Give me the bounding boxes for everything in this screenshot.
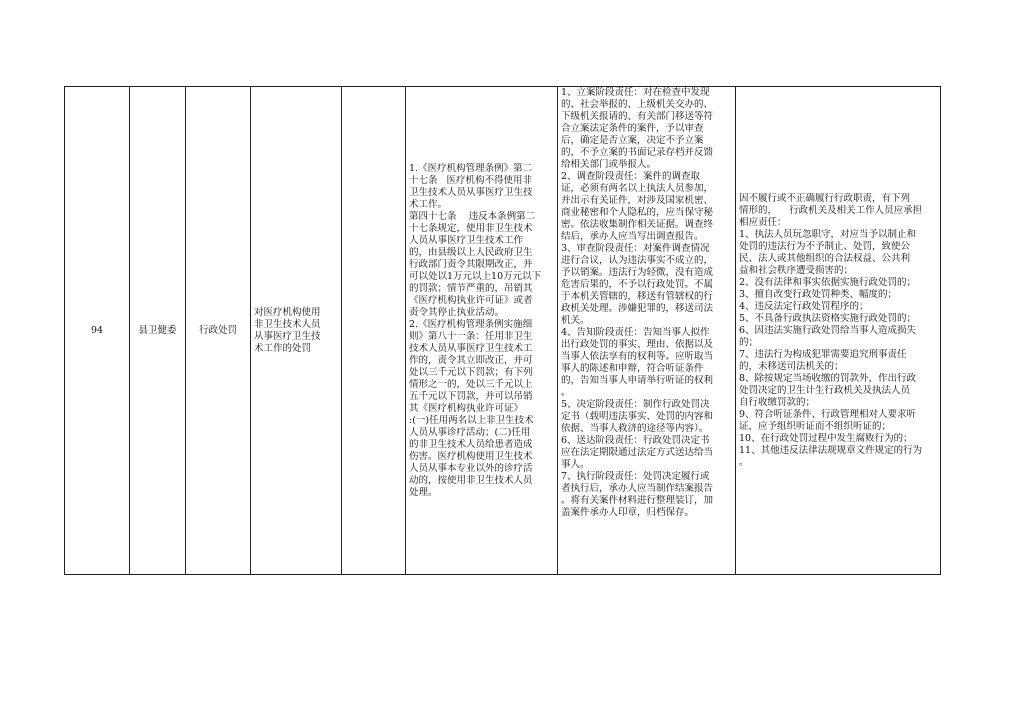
accountability-line: 的； <box>739 336 759 348</box>
accountability-line: 民、法人或其他组织的合法权益、公共利 <box>739 252 911 264</box>
accountability-line: 1、执法人员玩忽职守，对应当予以制止和 <box>739 228 917 240</box>
duty-line: 给相关部门或举报人。 <box>561 159 657 170</box>
legal-basis-line: 2.《医疗机构管理条例实施细 <box>409 318 533 330</box>
accountability-line: 处罚的违法行为不予制止、处罚，致使公 <box>739 240 911 252</box>
accountability-line: 9、符合听证条件、行政管理相对人要求听 <box>739 408 917 420</box>
legal-basis-line: 可以处以1万元以上10万元以下 <box>409 270 542 282</box>
legal-basis-line: 则》第八十一条：任用非卫生 <box>409 330 533 342</box>
duty-line: 应在法定期限通过法定方式送达给当 <box>561 447 714 458</box>
duty-line: 1、立案阶段责任：对在检查中发现 <box>561 87 710 98</box>
accountability-line: 4、违反法定行政处罚程序的； <box>739 300 869 312</box>
accountability-line: 相应责任： <box>739 216 787 228</box>
row-number-cell <box>65 87 130 574</box>
accountability-line: 11、其他违反法律法规规章文件规定的行为 <box>739 444 923 456</box>
duty-line: 合立案法定条件的案件，予以审查 <box>561 123 704 134</box>
legal-basis-line: 责令其停止执业活动。 <box>409 306 505 318</box>
department-cell <box>130 87 186 574</box>
duty-line: 7、执行阶段责任：处罚决定履行或 <box>561 471 710 482</box>
category: 行政处罚 <box>198 324 237 336</box>
row-number: 94 <box>90 324 104 336</box>
accountability-line: 自行收缴罚款的； <box>739 396 816 408</box>
duty-line: 出行政处罚的事实、理由、依据以及 <box>561 339 714 350</box>
legal-basis-line: 技术人员从事医疗卫生技术工 <box>409 342 533 354</box>
legal-basis-cell <box>406 87 558 574</box>
duty-line: 于本机关管辖的，移送有管辖权的行 <box>561 291 714 302</box>
duty-line: 事人。 <box>561 459 590 470</box>
item-name: 对医疗机构使用 非卫生技术人员 从事医疗卫生技 术工作的处罚 <box>254 306 321 354</box>
accountability-line: 。 <box>739 456 749 468</box>
accountability-line: 6、因违法实施行政处罚给当事人造成损失 <box>739 324 917 336</box>
duty-line: 6、送达阶段责任：行政处罚决定书 <box>561 435 710 446</box>
duty-line: 者执行后，承办人应当制作结案报告 <box>561 483 714 494</box>
legal-basis-line: 五千元以下罚款，并可以吊销 <box>409 390 533 402</box>
legal-basis-line: 处理。 <box>409 486 438 498</box>
legal-basis-line: 十七条规定，使用非卫生技术 <box>409 222 533 234</box>
department: 县卫健委 <box>138 324 177 336</box>
legal-basis-line: 《医疗机构执业许可证》或者 <box>409 294 533 306</box>
duty-line: 3、审查阶段责任：对案件调查情况 <box>561 243 710 254</box>
duty-line: 事人的陈述和申辩，符合听证条件 <box>561 363 704 374</box>
accountability-line: 益和社会秩序遭受损害的； <box>739 264 854 276</box>
legal-basis-line: :(一)任用两名以上非卫生技术 <box>409 414 534 426</box>
accountability-line: 10、在行政处罚过程中发生腐败行为的； <box>739 432 913 444</box>
duty-line: 后，确定是否立案，决定不予立案 <box>561 135 704 146</box>
legal-basis-line: 十七条 医疗机构不得使用非 <box>409 174 533 186</box>
duty-line: 的，不予立案的书面记录存档并反馈 <box>561 147 714 158</box>
category-cell <box>186 87 251 574</box>
duty-line: 商业秘密和个人隐私的，应当保守秘 <box>561 207 714 218</box>
duty-line: 并出示有关证件，对涉及国家机密、 <box>561 195 714 206</box>
duty-line: 4、告知阶段责任：告知当事人拟作 <box>561 327 710 338</box>
legal-basis-line: 卫生技术人员从事医疗卫生技 <box>409 186 533 198</box>
duty-line: 。 <box>561 387 571 398</box>
accountability-line: 因不履行或不正确履行行政职责，有下列 <box>739 192 911 204</box>
duty-line: 密。依法收集制作相关证据。调查终 <box>561 219 714 230</box>
legal-basis-line: 第四十七条 违反本条例第二 <box>409 210 536 222</box>
duty-cell <box>558 87 736 574</box>
duty-line: 机关。 <box>561 315 590 326</box>
duty-list-table <box>64 86 941 575</box>
accountability-line: 情形的， 行政机关及相关工作人员应承担 <box>739 204 923 216</box>
duty-line: 依据、当事人救济的途径等内容）。 <box>561 423 709 434</box>
accountability-line: 处罚决定的卫生计生行政机关及执法人员 <box>739 384 911 396</box>
duty-line: 定书（载明违法事实、处罚的内容和 <box>561 411 714 422</box>
duty-line: 的，告知当事人申请举行听证的权利 <box>561 375 714 386</box>
duty-line: 的、社会举报的、上级机关交办的、 <box>561 99 714 110</box>
legal-basis-line: 人员从事医疗卫生技术工作 <box>409 234 524 246</box>
legal-basis-line: 的非卫生技术人员给患者造成 <box>409 438 533 450</box>
duty-line: 5、决定阶段责任：制作行政处罚决 <box>561 399 710 410</box>
accountability-line: 8、除按规定当场收缴的罚款外，作出行政 <box>739 372 917 384</box>
duty-line: 予以销案。违法行为轻微，没有造成 <box>561 267 714 278</box>
accountability-line: 7、违法行为构成犯罪需要追究刑事责任 <box>739 348 907 360</box>
legal-basis-line: 伤害。医疗机构使用卫生技术 <box>409 450 533 462</box>
legal-basis-line: 人员从事诊疗活动；(二)任用 <box>409 426 531 438</box>
legal-basis-line: 处以三千元以下罚款；有下列 <box>409 366 533 378</box>
duty-line: 下级机关报请的、有关部门移送等符 <box>561 111 714 122</box>
accountability-line: 的，未移送司法机关的； <box>739 360 844 372</box>
duty-text <box>558 87 735 519</box>
sub-item-cell <box>342 87 406 574</box>
legal-basis-text <box>406 163 541 499</box>
accountability-line: 证，应予组织听证而不组织听证的； <box>739 420 892 432</box>
duty-line: 进行合议，认为违法事实不成立的， <box>561 255 714 266</box>
duty-line: 。将有关案件材料进行整理装订，加 <box>561 495 714 506</box>
accountability-line: 5、不具备行政执法资格实施行政处罚的； <box>739 312 917 324</box>
accountability-text <box>736 193 922 469</box>
accountability-line: 3、擅自改变行政处罚种类、幅度的； <box>739 288 898 300</box>
duty-line: 危害后果的，不予以行政处罚。不属 <box>561 279 714 290</box>
legal-basis-line: 的，由县级以上人民政府卫生 <box>409 246 533 258</box>
duty-line: 2、调查阶段责任：案件的调查取 <box>561 171 701 182</box>
duty-line: 证，必须有两名以上执法人员参加， <box>561 183 714 194</box>
duty-line: 政机关处理。涉嫌犯罪的，移送司法 <box>561 303 714 314</box>
legal-basis-line: 的罚款；情节严重的，吊销其 <box>409 282 533 294</box>
legal-basis-line: 情形之一的，处以三千元以上 <box>409 378 533 390</box>
accountability-line: 2、没有法律和事实依据实施行政处罚的； <box>739 276 917 288</box>
legal-basis-line: 作的，责令其立即改正，并可 <box>409 354 533 366</box>
duty-line: 当事人依法享有的权利等。应听取当 <box>561 351 714 362</box>
legal-basis-line: 动的，按使用非卫生技术人员 <box>409 474 533 486</box>
item-name-cell <box>251 87 342 574</box>
accountability-cell <box>736 87 942 574</box>
legal-basis-line: 术工作。 <box>409 198 448 210</box>
duty-line: 结后，承办人应当写出调查报告。 <box>561 231 704 242</box>
legal-basis-line: 人员从事本专业以外的诊疗活 <box>409 462 533 474</box>
legal-basis-line: 1.《医疗机构管理条例》第二 <box>409 162 533 174</box>
duty-line: 盖案件承办人印章，归档保存。 <box>561 507 695 518</box>
legal-basis-line: 行政部门责令其限期改正，并 <box>409 258 533 270</box>
legal-basis-line: 其《医疗机构执业许可证》 <box>409 402 524 414</box>
